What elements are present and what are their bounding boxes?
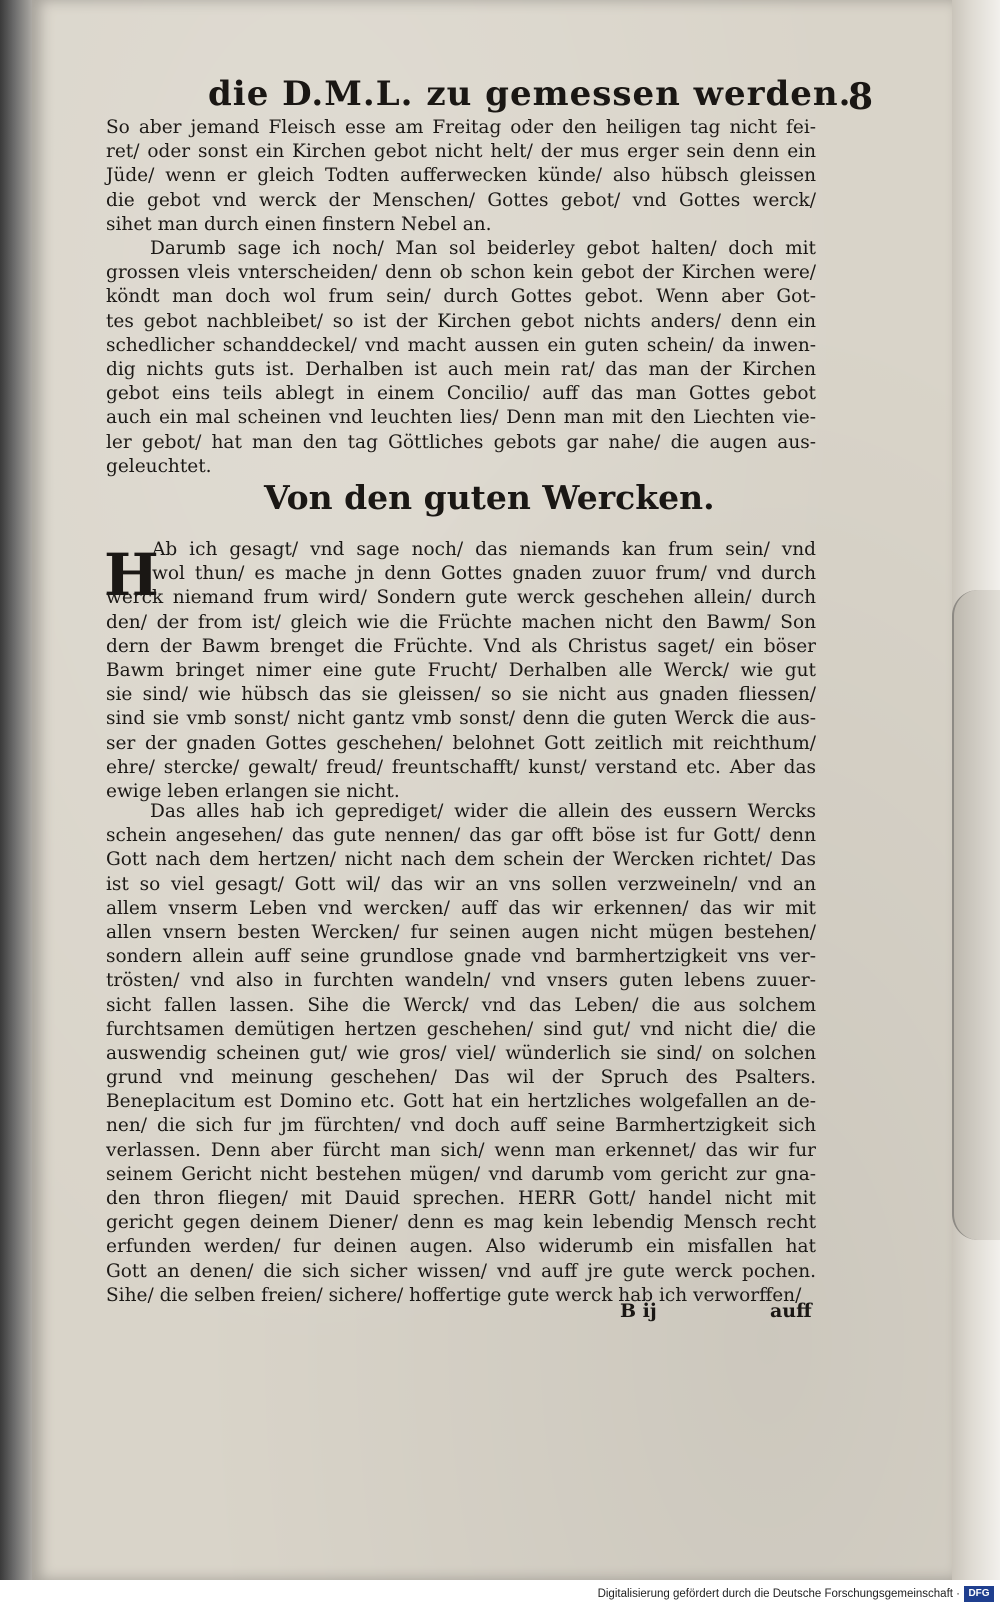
text-line: Darumb sage ich noch/ Man sol beiderley gebot halten/ doch mit: [150, 238, 816, 259]
text-line: grossen vleis vnterscheiden/ denn ob schon kein gebot der Kirchen were/: [106, 262, 816, 284]
text-line: seinem Gericht nicht bestehen mügen/ vnd darumb vom gericht zur gna-: [106, 1163, 816, 1185]
paragraph-2: [106, 237, 816, 479]
text-line: tes gebot nachbleibet/ so ist der Kirchen gebot nichts anders/ denn ein: [106, 310, 816, 332]
text-line: wol thun/ es mache jn denn Gottes gnaden zuuor frum/ vnd durch: [152, 563, 816, 585]
text-line: dern der Bawm brenget die Früchte. Vnd als Christus saget/ ein böser: [106, 635, 816, 657]
text-line: ler gebot/ hat man den tag Göttliches gebots gar nahe/ die augen aus-: [106, 431, 816, 453]
text-line: sie sind/ wie hübsch das sie gleissen/ so sie nicht aus gnaden fliessen/: [106, 684, 816, 706]
page-fore-edge: [952, 0, 1000, 1580]
text-line: allen vnsern besten Wercken/ fur seinen augen nicht mügen bestehen/: [106, 921, 816, 943]
text-line: allem vnserm Leben vnd wercken/ auff das wir erkennen/ das wir mit: [106, 897, 816, 919]
text-line: ehre/ stercke/ gewalt/ freud/ freuntschafft/ kunst/ verstand etc. Aber das: [106, 756, 816, 778]
text-line: schein angesehen/ das gute nennen/ das gar offt böse ist fur Gott/ denn: [106, 825, 816, 847]
text-line: sicht fallen lassen. Sihe die Werck/ vnd das Leben/ die aus solchem: [106, 994, 816, 1016]
drop-capital: H: [104, 541, 159, 609]
text-line: ret/ oder sonst ein Kirchen gebot nicht helt/ der mus erger sein denn ein: [106, 141, 816, 163]
paragraph-1: [106, 116, 816, 237]
text-line: Das alles hab ich geprediget/ wider die allein des eussern Wercks: [150, 801, 816, 822]
text-line: nen/ die sich fur jm fürchten/ vnd doch auff seine Barmhertzigkeit sich: [106, 1115, 816, 1137]
text-line: trösten/ vnd also in furchten wandeln/ vnd vnsers guten lebens zuuer-: [106, 970, 816, 992]
paragraph-4: [106, 800, 816, 1308]
text-line: gericht gegen deinem Diener/ denn es mag kein lebendig Mensch recht: [106, 1212, 816, 1234]
text-line: sind sie vmb sonst/ nicht gantz vmb sonst/ denn die guten Werck die aus-: [106, 708, 816, 730]
text-line: ewige leben erlangen sie nicht.: [106, 780, 400, 802]
text-line: den thron fliegen/ mit Dauid sprechen. HERR Gott/ handel nicht mit: [106, 1188, 816, 1209]
text-line: köndt man doch wol frum sein/ durch Gottes gebot. Wenn aber Got-: [106, 286, 816, 308]
text-line: sondern allein auff seine grundlose gnade vnd barmhertzigkeit vns ver-: [106, 946, 816, 968]
text-line: ist so viel gesagt/ Gott wil/ das wir an vns sollen verzweineln/ vnd an: [106, 873, 816, 895]
text-line: auch ein mal scheinen vnd leuchten lies/ Denn man mit den Liechten vie-: [106, 407, 816, 429]
text-line: So aber jemand Fleisch esse am Freitag oder den heiligen tag nicht fei-: [106, 117, 816, 138]
text-line: werck niemand frum wird/ Sondern gute werck geschehen allein/ durch: [106, 587, 816, 609]
running-head: die D.M.L. zu gemessen werden.: [208, 74, 852, 114]
text-line: Sihe/ die selben freien/ sichere/ hoffertige gute werck hab ich verworffen/: [106, 1284, 802, 1306]
text-line: erfunden werden/ fur deinen augen. Also widerumb ein misfallen hat: [106, 1236, 816, 1258]
text-line: Beneplacitum est Domino etc. Gott hat ein hertzliches wolgefallen an de-: [106, 1091, 816, 1113]
folio-number: 8: [848, 76, 874, 118]
text-line: verlassen. Denn aber fürcht man sich/ wenn man erkennet/ das wir fur: [106, 1139, 816, 1161]
page-edge-curl: [952, 590, 1000, 1240]
paragraph-3: [106, 538, 816, 804]
text-line: gebot eins teils ablegt in einem Concilio/ auff das man Gottes gebot: [106, 383, 816, 405]
text-line: geleuchtet.: [106, 455, 212, 477]
text-line: schedlicher schanddeckel/ vnd macht aussen ein guten schein/ da inwen-: [106, 334, 816, 356]
text-line: Jüde/ wenn er gleich Todten aufferwecken künde/ also hübsch gleissen: [106, 165, 816, 187]
text-line: auswendig scheinen gut/ wie gros/ viel/ wünderlich sie sind/ on solchen: [106, 1042, 816, 1064]
dfg-logo: DFG: [964, 1586, 994, 1602]
text-line: dig nichts guts ist. Derhalben ist auch mein rat/ das man der Kirchen: [106, 358, 816, 380]
signature-mark: B ij: [620, 1300, 657, 1322]
text-line: Ab ich gesagt/ vnd sage noch/ das niemands kan frum sein/ vnd: [152, 539, 816, 560]
text-line: ser der gnaden Gottes geschehen/ belohnet Gott zeitlich mit reichthum/: [106, 732, 816, 754]
text-line: Gott an denen/ die sich sicher wissen/ vnd auff jre gute werck pochen.: [106, 1260, 816, 1282]
text-line: die gebot vnd werck der Menschen/ Gottes gebot/ vnd Gottes werck/: [106, 189, 816, 211]
text-line: furchtsamen demütigen hertzen geschehen/ sind gut/ vnd nicht die/ die: [106, 1018, 816, 1040]
section-heading: Von den guten Wercken.: [264, 478, 715, 517]
text-line: Gott nach dem hertzen/ nicht nach dem schein der Wercken richtet/ Das: [106, 849, 816, 871]
text-line: den/ der from ist/ gleich wie die Früchte machen nicht den Bawm/ Son: [106, 611, 816, 633]
text-line: Bawm bringet nimer eine gute Frucht/ Derhalben alle Werck/ wie gut: [106, 659, 816, 681]
catchword: auff: [770, 1300, 812, 1322]
digitization-footer: [0, 1580, 1000, 1608]
text-line: sihet man durch einen finstern Nebel an.: [106, 213, 492, 235]
text-line: grund vnd meinung geschehen/ Das wil der Spruch des Psalters.: [106, 1067, 816, 1089]
footer-credit: Digitalisierung gefördert durch die Deutsche Forschungsgemeinschaft ·: [597, 1588, 960, 1600]
